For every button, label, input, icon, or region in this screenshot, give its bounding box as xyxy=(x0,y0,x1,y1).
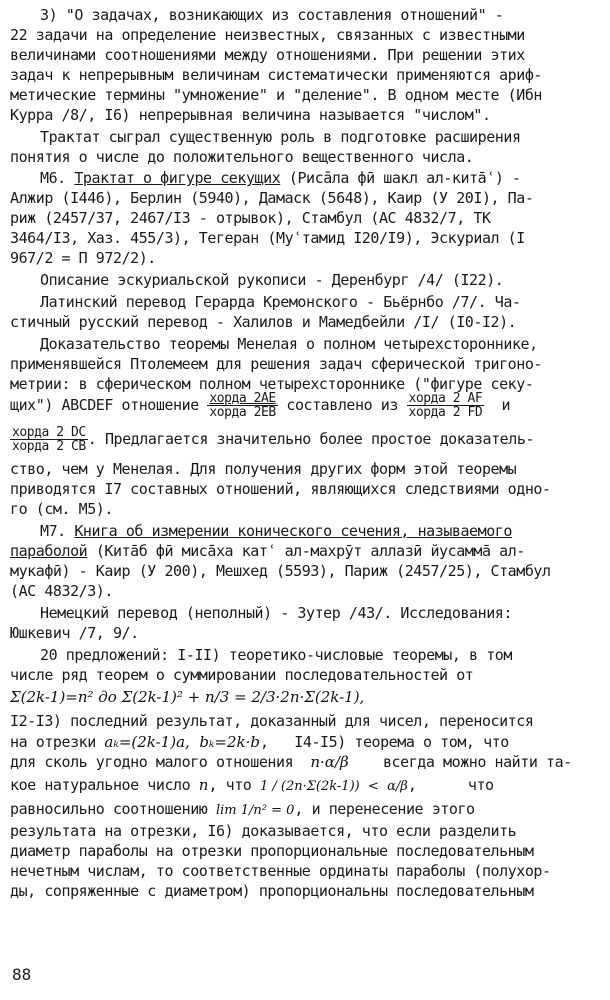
text-line: диаметр параболы на отрезки пропорциональные последовательным xyxy=(10,842,534,860)
inequality-formula: 1 / (2n·Σ(2k-1)) < α/β xyxy=(259,779,408,794)
text-line: Доказательство теоремы Менелая о полном четырехстороннике, xyxy=(40,335,538,353)
text-line: задач к непрерывным величинам систематически применяются ариф- xyxy=(10,66,543,84)
text-line: 3464/I3, Хаз. 455/3), Тегеран (Муʿтамид I20/I9), Эскуриал (I xyxy=(10,229,525,247)
text-line: понятия о числе до положительного вещественного числа. xyxy=(10,148,474,166)
text-line: результата на отрезки, I6) доказывается, что если разделить xyxy=(10,822,517,840)
limit-line: равносильно соотношению lim 1/n² = 0, и перенесение этого xyxy=(10,800,475,818)
ratio-formula: n·α/β xyxy=(310,753,349,771)
m6-label: M6. xyxy=(40,169,66,187)
text-line: риж (2457/37, 2467/I3 - отрывок), Стамбул (АС 4832/7, ТК xyxy=(10,209,491,227)
text-line: метические термины "умножение" и "деление". В одном месте (Ибн xyxy=(10,86,543,104)
text-line: Немецкий перевод (неполный) - Зутер /43/. Исследования: xyxy=(40,604,512,622)
text-line: числе ряд теорем о суммировании последовательностей от xyxy=(10,666,474,684)
text-line: (АС 4832/3). xyxy=(10,582,113,600)
text-line: 3) "О задачах, возникающих из составления отношений" - xyxy=(40,6,504,24)
chord-fraction-af-fd: $\frac{\text{хорда 2 AF}}{\text{хорда 2 FD}}$ xyxy=(408,391,483,420)
m7-label: M7. xyxy=(40,522,66,540)
inequality-line: кое натуральное число n, что 1 / (2n·Σ(2k-1)) < α/β, что xyxy=(10,776,494,794)
text-line: Описание эскуриальской рукописи - Деренбург /4/ (I22). xyxy=(40,271,504,289)
m7-heading-cont xyxy=(10,542,525,561)
limit-formula: lim 1/n² = 0 xyxy=(215,803,295,818)
chord-fraction-dc-cb: $\frac{\text{хорда 2 DC}}{\text{хорда 2 CB}}$ xyxy=(12,425,86,454)
text-line: 20 предложений: I-II) теоретико-числовые теоремы, в том xyxy=(40,646,512,664)
text-line: приводятся I7 составных отношений, являющихся следствиями одно- xyxy=(10,480,551,498)
n-variable: n xyxy=(198,776,209,794)
segments-line: на отрезки aₖ=(2k-1)a, bₖ=2k·b, I4-I5) теорема о том, что xyxy=(10,733,509,751)
text-line: метрии: в сферическом полном четырехстороннике ("фигуре секу- xyxy=(10,375,534,393)
m7-title-cont: параболой xyxy=(10,542,88,560)
m7-title-rest: (Кита̄б фӣ миса̄ха катʿ ал-махрӯт аллазӣ йусамма̄ ал- xyxy=(87,542,525,560)
text-line: нечетным числам, то соответственные ординаты параболы (полухор- xyxy=(10,862,551,880)
text-line: ды, сопряженные с диаметром) пропорциональны последовательным xyxy=(10,882,534,900)
m7-heading xyxy=(40,522,512,541)
text-line: применявшейся Птолемеем для решения задач сферической тригоно- xyxy=(10,355,543,373)
text-line: стичный русский перевод - Халилов и Мамедбейли /I/ (I0-I2). xyxy=(10,313,517,331)
m6-heading xyxy=(40,169,521,188)
text-line: Юшкевич /7, 9/. xyxy=(10,624,139,642)
m7-title: Книга об измерении конического сечения, называемого xyxy=(74,522,512,540)
summation-formula: Σ(2k-1)=n² до Σ(2k-1)² + n/3 = 2/3·2n·Σ(2k-1), xyxy=(10,688,365,706)
m6-title: Трактат о фигуре секущих xyxy=(74,169,281,187)
text-line: го (см. M5). xyxy=(10,500,113,518)
text-line: Алжир (I446), Берлин (5940), Дамаск (5648), Каир (У 20I), Па- xyxy=(10,189,534,207)
chord-ratio-line: щих") ABCDEF отношение $\frac{\text{хорда 2AE}}{\text{хорда 2EB}}$ составлено из $\frac{\text{хорда 2 AF}}{\text{хорда 2 FD}}$ и xyxy=(10,391,511,420)
text-line: 967/2 = П 972/2). xyxy=(10,249,156,267)
text-line: I2-I3) последний результат, доказанный для чисел, переносится xyxy=(10,712,534,730)
page-number: 88 xyxy=(12,965,32,984)
text-line: величинами соотношениями между отношениями. При решении этих xyxy=(10,46,525,64)
m6-title-rest: (Рисāла фӣ шакл ал-кита̄ʿ) - xyxy=(280,169,521,187)
ratio-line: для сколь угодно малого отношения n·α/β всегда можно найти та- xyxy=(10,753,572,771)
text-line: ство, чем у Менелая. Для получения других форм этой теоремы xyxy=(10,460,517,478)
chord-fraction-ae-eb: $\frac{\text{хорда 2AE}}{\text{хорда 2EB}}$ xyxy=(209,391,276,420)
text-line: 22 задачи на определение неизвестных, связанных с известными xyxy=(10,26,525,44)
chord-fraction-line: $\frac{\text{хорда 2 DC}}{\text{хорда 2 CB}}$ . Предлагается значительно более простое доказатель- xyxy=(12,425,534,454)
segments-formula: aₖ=(2k-1)a, bₖ=2k·b xyxy=(104,733,260,751)
text-line: мукафӣ) - Каир (У 200), Мешхед (5593), Париж (2457/25), Стамбул xyxy=(10,562,551,580)
text-line: Курра /8/, I6) непрерывная величина называется "числом". xyxy=(10,106,491,124)
text-line: Трактат сыграл существенную роль в подготовке расширения xyxy=(40,128,521,146)
text-line: Латинский перевод Герарда Кремонского - Бьёрнбо /7/. Ча- xyxy=(40,293,521,311)
